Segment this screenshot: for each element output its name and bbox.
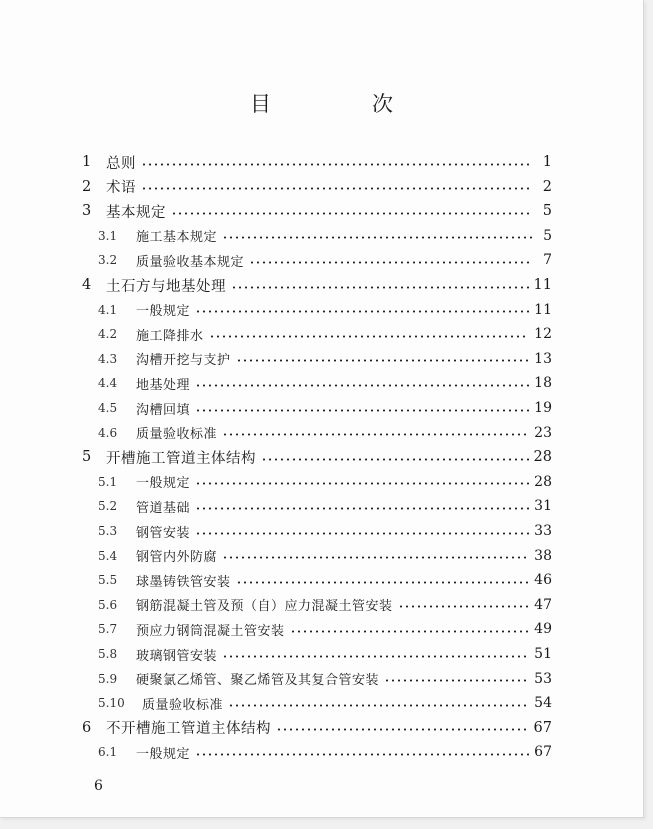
toc-entry-number: 2 bbox=[82, 178, 92, 195]
dot-leader bbox=[222, 433, 529, 436]
toc-entry-number: 1 bbox=[82, 154, 92, 170]
toc-entry-page: 2 bbox=[542, 178, 552, 195]
page-number: 6 bbox=[94, 778, 103, 794]
toc-entry-label: 总则 bbox=[106, 155, 136, 172]
toc-entry-label: 术语 bbox=[106, 180, 136, 197]
toc-entry-number: 3.1 bbox=[98, 228, 118, 243]
toc-entry-label: 沟槽回填 bbox=[136, 402, 191, 418]
toc-entry-page: 13 bbox=[534, 350, 552, 367]
toc-entry-label: 基本规定 bbox=[106, 204, 166, 221]
dot-leader bbox=[195, 532, 529, 535]
toc-entry-label: 质量验收标准 bbox=[142, 697, 224, 713]
toc-entry-label: 质量验收基本规定 bbox=[136, 254, 245, 270]
dot-leader bbox=[290, 630, 530, 633]
toc-entry-page: 31 bbox=[534, 498, 552, 515]
toc-entry[interactable] bbox=[98, 347, 552, 371]
dot-leader bbox=[195, 482, 529, 485]
toc-entry[interactable] bbox=[98, 224, 552, 248]
dot-leader bbox=[398, 605, 530, 608]
dot-leader bbox=[141, 187, 533, 190]
toc-entry-number: 4.3 bbox=[98, 351, 118, 366]
dot-leader bbox=[222, 655, 529, 658]
toc-entry[interactable] bbox=[82, 150, 552, 174]
toc-entry[interactable] bbox=[98, 396, 552, 420]
toc-entry-page: 5 bbox=[542, 203, 552, 220]
toc-entry-number: 4 bbox=[82, 277, 92, 293]
toc-entry-number: 5.2 bbox=[98, 499, 118, 514]
toc-entry-page: 19 bbox=[534, 400, 552, 416]
toc-entry-page: 46 bbox=[534, 572, 552, 589]
toc-entry-label: 预应力钢筒混凝土管安装 bbox=[136, 623, 285, 639]
toc-entry-number: 6.1 bbox=[98, 745, 118, 760]
dot-leader bbox=[222, 556, 529, 559]
toc-entry-page: 7 bbox=[543, 252, 552, 269]
toc-entry[interactable] bbox=[98, 642, 552, 666]
toc-entry[interactable] bbox=[82, 175, 552, 199]
toc-entry[interactable] bbox=[98, 298, 552, 322]
toc-entry-label: 开槽施工管道主体结构 bbox=[106, 450, 256, 467]
toc-entry-label: 施工基本规定 bbox=[136, 230, 218, 246]
toc-entry-number: 3.2 bbox=[98, 253, 118, 268]
dot-leader bbox=[384, 679, 529, 682]
toc-entry-page: 11 bbox=[534, 301, 552, 318]
toc-entry-page: 33 bbox=[534, 523, 552, 539]
toc-entry[interactable] bbox=[98, 617, 552, 641]
toc-entry[interactable] bbox=[98, 470, 552, 494]
toc-entry-page: 47 bbox=[534, 596, 552, 613]
toc-entry[interactable] bbox=[98, 667, 552, 691]
toc-entry-number: 5.6 bbox=[98, 597, 118, 612]
toc-entry-label: 一般规定 bbox=[136, 746, 191, 762]
toc-entry-page: 28 bbox=[533, 449, 552, 466]
toc-entry-label: 质量验收标准 bbox=[136, 427, 218, 443]
toc-entry-number: 6 bbox=[82, 719, 92, 736]
page-title: 目 次 bbox=[250, 92, 433, 116]
toc-entry-label: 沟槽开挖与支护 bbox=[136, 353, 231, 369]
dot-leader bbox=[249, 261, 533, 264]
dot-leader bbox=[195, 753, 529, 756]
toc-entry-page: 18 bbox=[534, 375, 552, 392]
dot-leader bbox=[209, 335, 530, 338]
toc-entry-page: 67 bbox=[534, 744, 552, 761]
toc-entry[interactable] bbox=[98, 494, 552, 518]
dot-leader bbox=[236, 359, 530, 362]
toc-entry-number: 4.6 bbox=[98, 425, 118, 440]
toc-entry-number: 5.10 bbox=[98, 696, 125, 711]
toc-entry[interactable] bbox=[98, 322, 552, 346]
toc-entry-page: 38 bbox=[534, 547, 552, 564]
toc-entry-number: 4.5 bbox=[98, 401, 118, 415]
dot-leader bbox=[236, 581, 530, 584]
toc-entry-number: 5.1 bbox=[98, 474, 118, 489]
toc-entry-number: 4.2 bbox=[98, 327, 118, 342]
toc-entry-number: 5.7 bbox=[98, 622, 118, 637]
dot-leader bbox=[141, 163, 533, 166]
toc-entry[interactable] bbox=[98, 544, 552, 568]
dot-leader bbox=[228, 704, 529, 707]
toc-entry-number: 5.5 bbox=[98, 573, 118, 588]
toc-entry[interactable] bbox=[82, 273, 552, 297]
toc-entry-number: 5.9 bbox=[98, 671, 118, 686]
toc-entry[interactable] bbox=[98, 371, 552, 395]
toc-entry-page: 49 bbox=[534, 621, 552, 638]
toc-entry[interactable] bbox=[98, 691, 552, 715]
toc-entry-label: 地基处理 bbox=[136, 377, 191, 393]
toc-entry[interactable] bbox=[98, 593, 552, 617]
toc-entry-label: 土石方与地基处理 bbox=[106, 278, 226, 295]
toc-entry[interactable] bbox=[82, 716, 552, 740]
toc-entry-label: 硬聚氯乙烯管、聚乙烯管及其复合管安装 bbox=[136, 673, 380, 689]
toc-entry-number: 5.3 bbox=[98, 524, 118, 538]
toc-entry-page: 23 bbox=[534, 424, 552, 441]
toc-entry-page: 11 bbox=[533, 277, 552, 293]
toc-entry-label: 钢筋混凝土管及预（自）应力混凝土管安装 bbox=[136, 599, 393, 615]
toc-entry-page: 28 bbox=[534, 473, 552, 490]
toc-entry-number: 5.8 bbox=[98, 647, 118, 661]
toc-entry-label: 管道基础 bbox=[136, 500, 191, 516]
toc-entry-page: 53 bbox=[534, 670, 552, 687]
toc-entry[interactable] bbox=[98, 519, 552, 543]
toc-entry-label: 球墨铸铁管安装 bbox=[136, 574, 231, 590]
toc-entry-label: 施工降排水 bbox=[136, 328, 204, 344]
dot-leader bbox=[231, 286, 529, 289]
toc-entry-label: 玻璃钢管安装 bbox=[136, 648, 218, 664]
toc-entry-page: 12 bbox=[534, 326, 552, 343]
toc-entry[interactable] bbox=[98, 421, 552, 445]
toc-entry-number: 3 bbox=[82, 203, 92, 220]
toc-entry[interactable] bbox=[82, 199, 552, 223]
toc-entry-label: 钢管安装 bbox=[136, 525, 191, 541]
toc-entry-label: 钢管内外防腐 bbox=[136, 550, 218, 566]
dot-leader bbox=[171, 212, 533, 215]
toc-entry-number: 4.1 bbox=[98, 302, 118, 317]
toc-entry[interactable] bbox=[82, 445, 552, 469]
toc-entry-page: 67 bbox=[533, 719, 552, 736]
toc-entry-label: 一般规定 bbox=[136, 304, 191, 320]
dot-leader bbox=[276, 728, 529, 731]
toc-entry-number: 5 bbox=[82, 449, 92, 466]
toc-entry[interactable] bbox=[98, 248, 552, 272]
toc-entry-page: 51 bbox=[534, 646, 552, 662]
toc-entry-page: 1 bbox=[542, 154, 552, 170]
toc-entry[interactable] bbox=[98, 740, 552, 764]
dot-leader bbox=[261, 458, 529, 461]
toc-entry-label: 一般规定 bbox=[136, 476, 191, 492]
dot-leader bbox=[195, 409, 529, 412]
toc-entry-number: 4.4 bbox=[98, 376, 118, 391]
toc-entry[interactable] bbox=[98, 568, 552, 592]
toc-entry-label: 不开槽施工管道主体结构 bbox=[106, 721, 271, 738]
dot-leader bbox=[195, 384, 529, 387]
toc-entry-number: 5.4 bbox=[98, 548, 118, 563]
dot-leader bbox=[195, 507, 529, 510]
dot-leader bbox=[222, 236, 533, 239]
toc-entry-page: 5 bbox=[543, 227, 552, 244]
dot-leader bbox=[195, 310, 529, 313]
toc-entry-page: 54 bbox=[534, 695, 552, 712]
